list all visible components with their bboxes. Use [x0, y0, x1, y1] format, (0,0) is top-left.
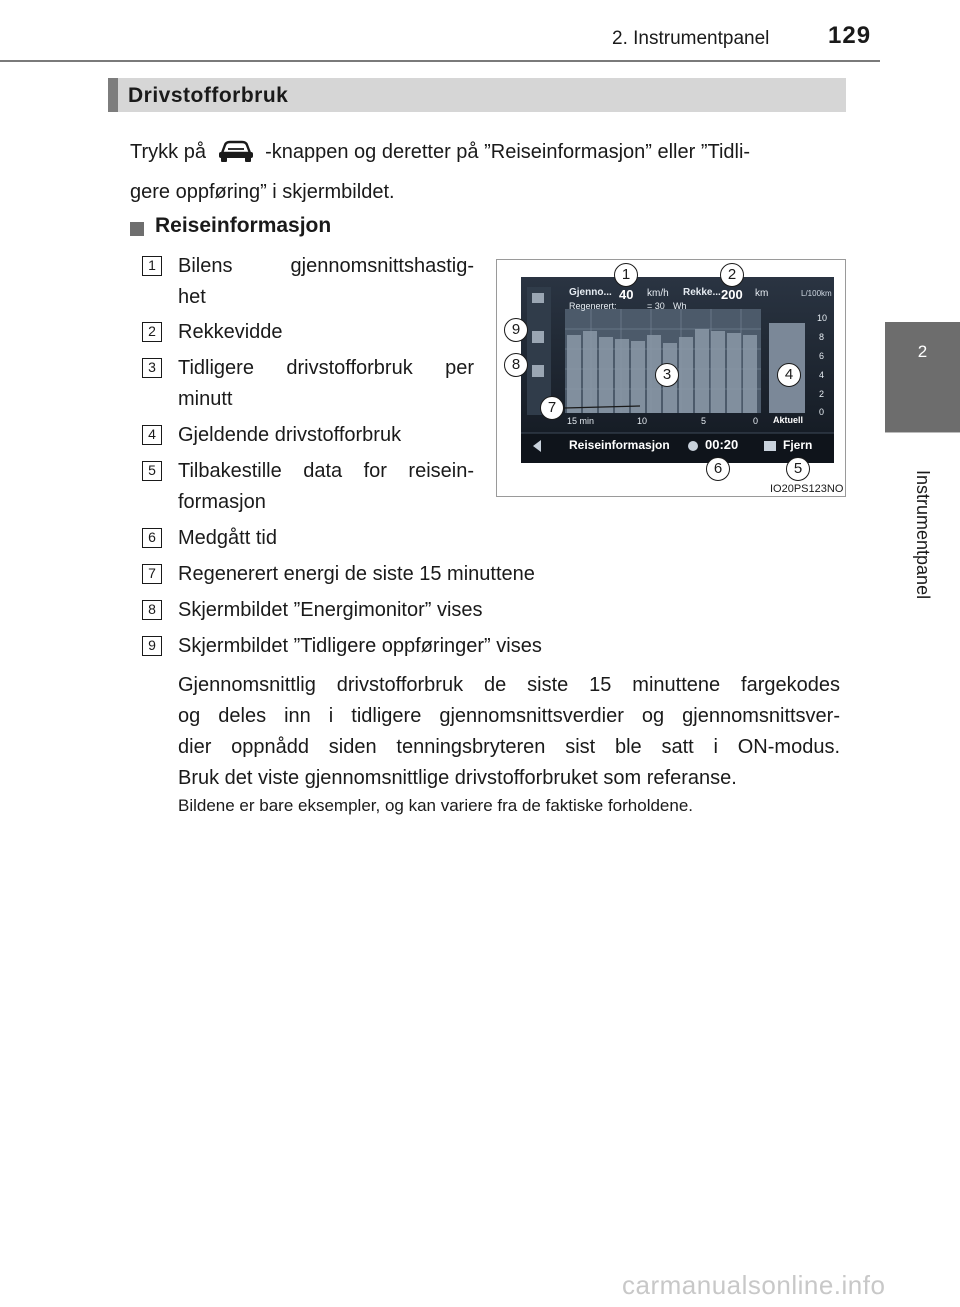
screen-regen-label: Regenerert:	[569, 301, 617, 311]
screen-range-label: Rekke...	[683, 287, 721, 298]
intro-line-2: gere oppføring” i skjermbildet.	[130, 181, 395, 203]
chapter-tab	[885, 322, 960, 432]
callout-6: 6	[706, 457, 730, 481]
body-line-1: Gjennomsnittlig drivstofforbruk de siste 15 minuttene fargekodes	[178, 674, 840, 696]
callout-1: 1	[614, 263, 638, 287]
y-tick-8: 8	[819, 332, 825, 342]
x-tick-10: 10	[637, 416, 648, 426]
item-4-text: Gjeldende drivstofforbruk	[178, 424, 402, 446]
elapsed-time: 00:20	[705, 437, 739, 452]
screen-range-value: 200	[721, 287, 743, 302]
screen-scale-unit: L/100km	[801, 289, 832, 298]
screen-regen-unit: Wh	[673, 301, 687, 311]
screen-title: Reiseinformasjon	[569, 438, 670, 452]
item-number-9: 9	[142, 636, 162, 656]
item-3-line-1: Tidligere drivstofforbruk per	[178, 357, 474, 379]
item-8-text: Skjermbildet ”Energimonitor” vises	[178, 599, 483, 621]
x-tick-15min: 15 min	[567, 416, 595, 426]
intro-text-1: Trykk på	[130, 141, 206, 163]
item-number-7: 7	[142, 564, 162, 584]
screen-regen-value: = 30	[647, 301, 665, 311]
figure-code: IO20PS123NO	[770, 483, 844, 495]
page-number: 129	[828, 22, 872, 49]
item-5-line-2: formasjon	[178, 491, 266, 513]
item-number-8: 8	[142, 600, 162, 620]
item-number-5: 5	[142, 461, 162, 481]
item-2-text: Rekkevidde	[178, 321, 283, 343]
figure-note: Bildene er bare eksempler, og kan variere fra de faktiske forholdene.	[178, 796, 694, 815]
callout-8: 8	[504, 353, 528, 377]
car-icon	[216, 139, 256, 163]
y-tick-2: 2	[819, 389, 825, 399]
item-1-line-1: Bilens gjennomsnittshastig-	[178, 255, 474, 277]
item-number-6: 6	[142, 528, 162, 548]
intro-line-1	[130, 134, 840, 170]
screen-speed-value: 40	[619, 287, 634, 302]
item-9-text: Skjermbildet ”Tidligere oppføringer” vises	[178, 635, 542, 657]
callout-4: 4	[777, 363, 801, 387]
screen-speed-unit: km/h	[647, 288, 669, 299]
screen-range-unit: km	[755, 288, 769, 299]
body-line-4: Bruk det viste gjennomsnittlige drivstofforbruket som referanse.	[178, 767, 737, 789]
item-number-3: 3	[142, 358, 162, 378]
y-tick-0: 0	[819, 407, 825, 417]
item-3-line-2: minutt	[178, 388, 233, 410]
chapter-side-label: Instrumentpanel	[913, 470, 933, 600]
body-line-2: og deles inn i tidligere gjennomsnittsverdier og gjennomsnittsver-	[178, 705, 840, 727]
callout-7: 7	[540, 396, 564, 420]
callout-3: 3	[655, 363, 679, 387]
item-number-1: 1	[142, 256, 162, 276]
body-line-3: dier oppnådd siden tenningsbryteren sist ble satt i ON-modus.	[178, 736, 840, 758]
y-tick-10: 10	[817, 313, 828, 323]
y-tick-4: 4	[819, 370, 825, 380]
item-1-line-2: het	[178, 286, 206, 308]
x-tick-5: 5	[701, 416, 707, 426]
callout-7-leader	[564, 400, 644, 412]
item-5-line-1: Tilbakestille data for reisein-	[178, 460, 474, 482]
subheading-bullet	[130, 222, 144, 236]
callout-5: 5	[786, 457, 810, 481]
tab-divider	[885, 432, 960, 433]
item-number-4: 4	[142, 425, 162, 445]
callout-9: 9	[504, 318, 528, 342]
callout-2: 2	[720, 263, 744, 287]
item-number-2: 2	[142, 322, 162, 342]
item-6-text: Medgått tid	[178, 527, 277, 549]
item-7-text: Regenerert energi de siste 15 minuttene	[178, 563, 535, 585]
reset-button: Fjern	[783, 438, 813, 452]
section-title: Drivstofforbruk	[128, 84, 289, 107]
screen-speed-label: Gjenno...	[569, 287, 612, 298]
intro-text-2: -knappen og deretter på ”Reiseinformasjon” eller ”Tidli-	[265, 141, 751, 163]
chapter-title: 2. Instrumentpanel	[612, 28, 770, 49]
subheading: Reiseinformasjon	[155, 214, 332, 237]
y-tick-6: 6	[819, 351, 825, 361]
x-tick-0: 0	[753, 416, 759, 426]
chapter-tab-number: 2	[917, 342, 928, 361]
watermark: carmanualsonline.info	[622, 1270, 886, 1300]
current-label: Aktuell	[773, 415, 804, 425]
header-rule	[0, 60, 880, 62]
